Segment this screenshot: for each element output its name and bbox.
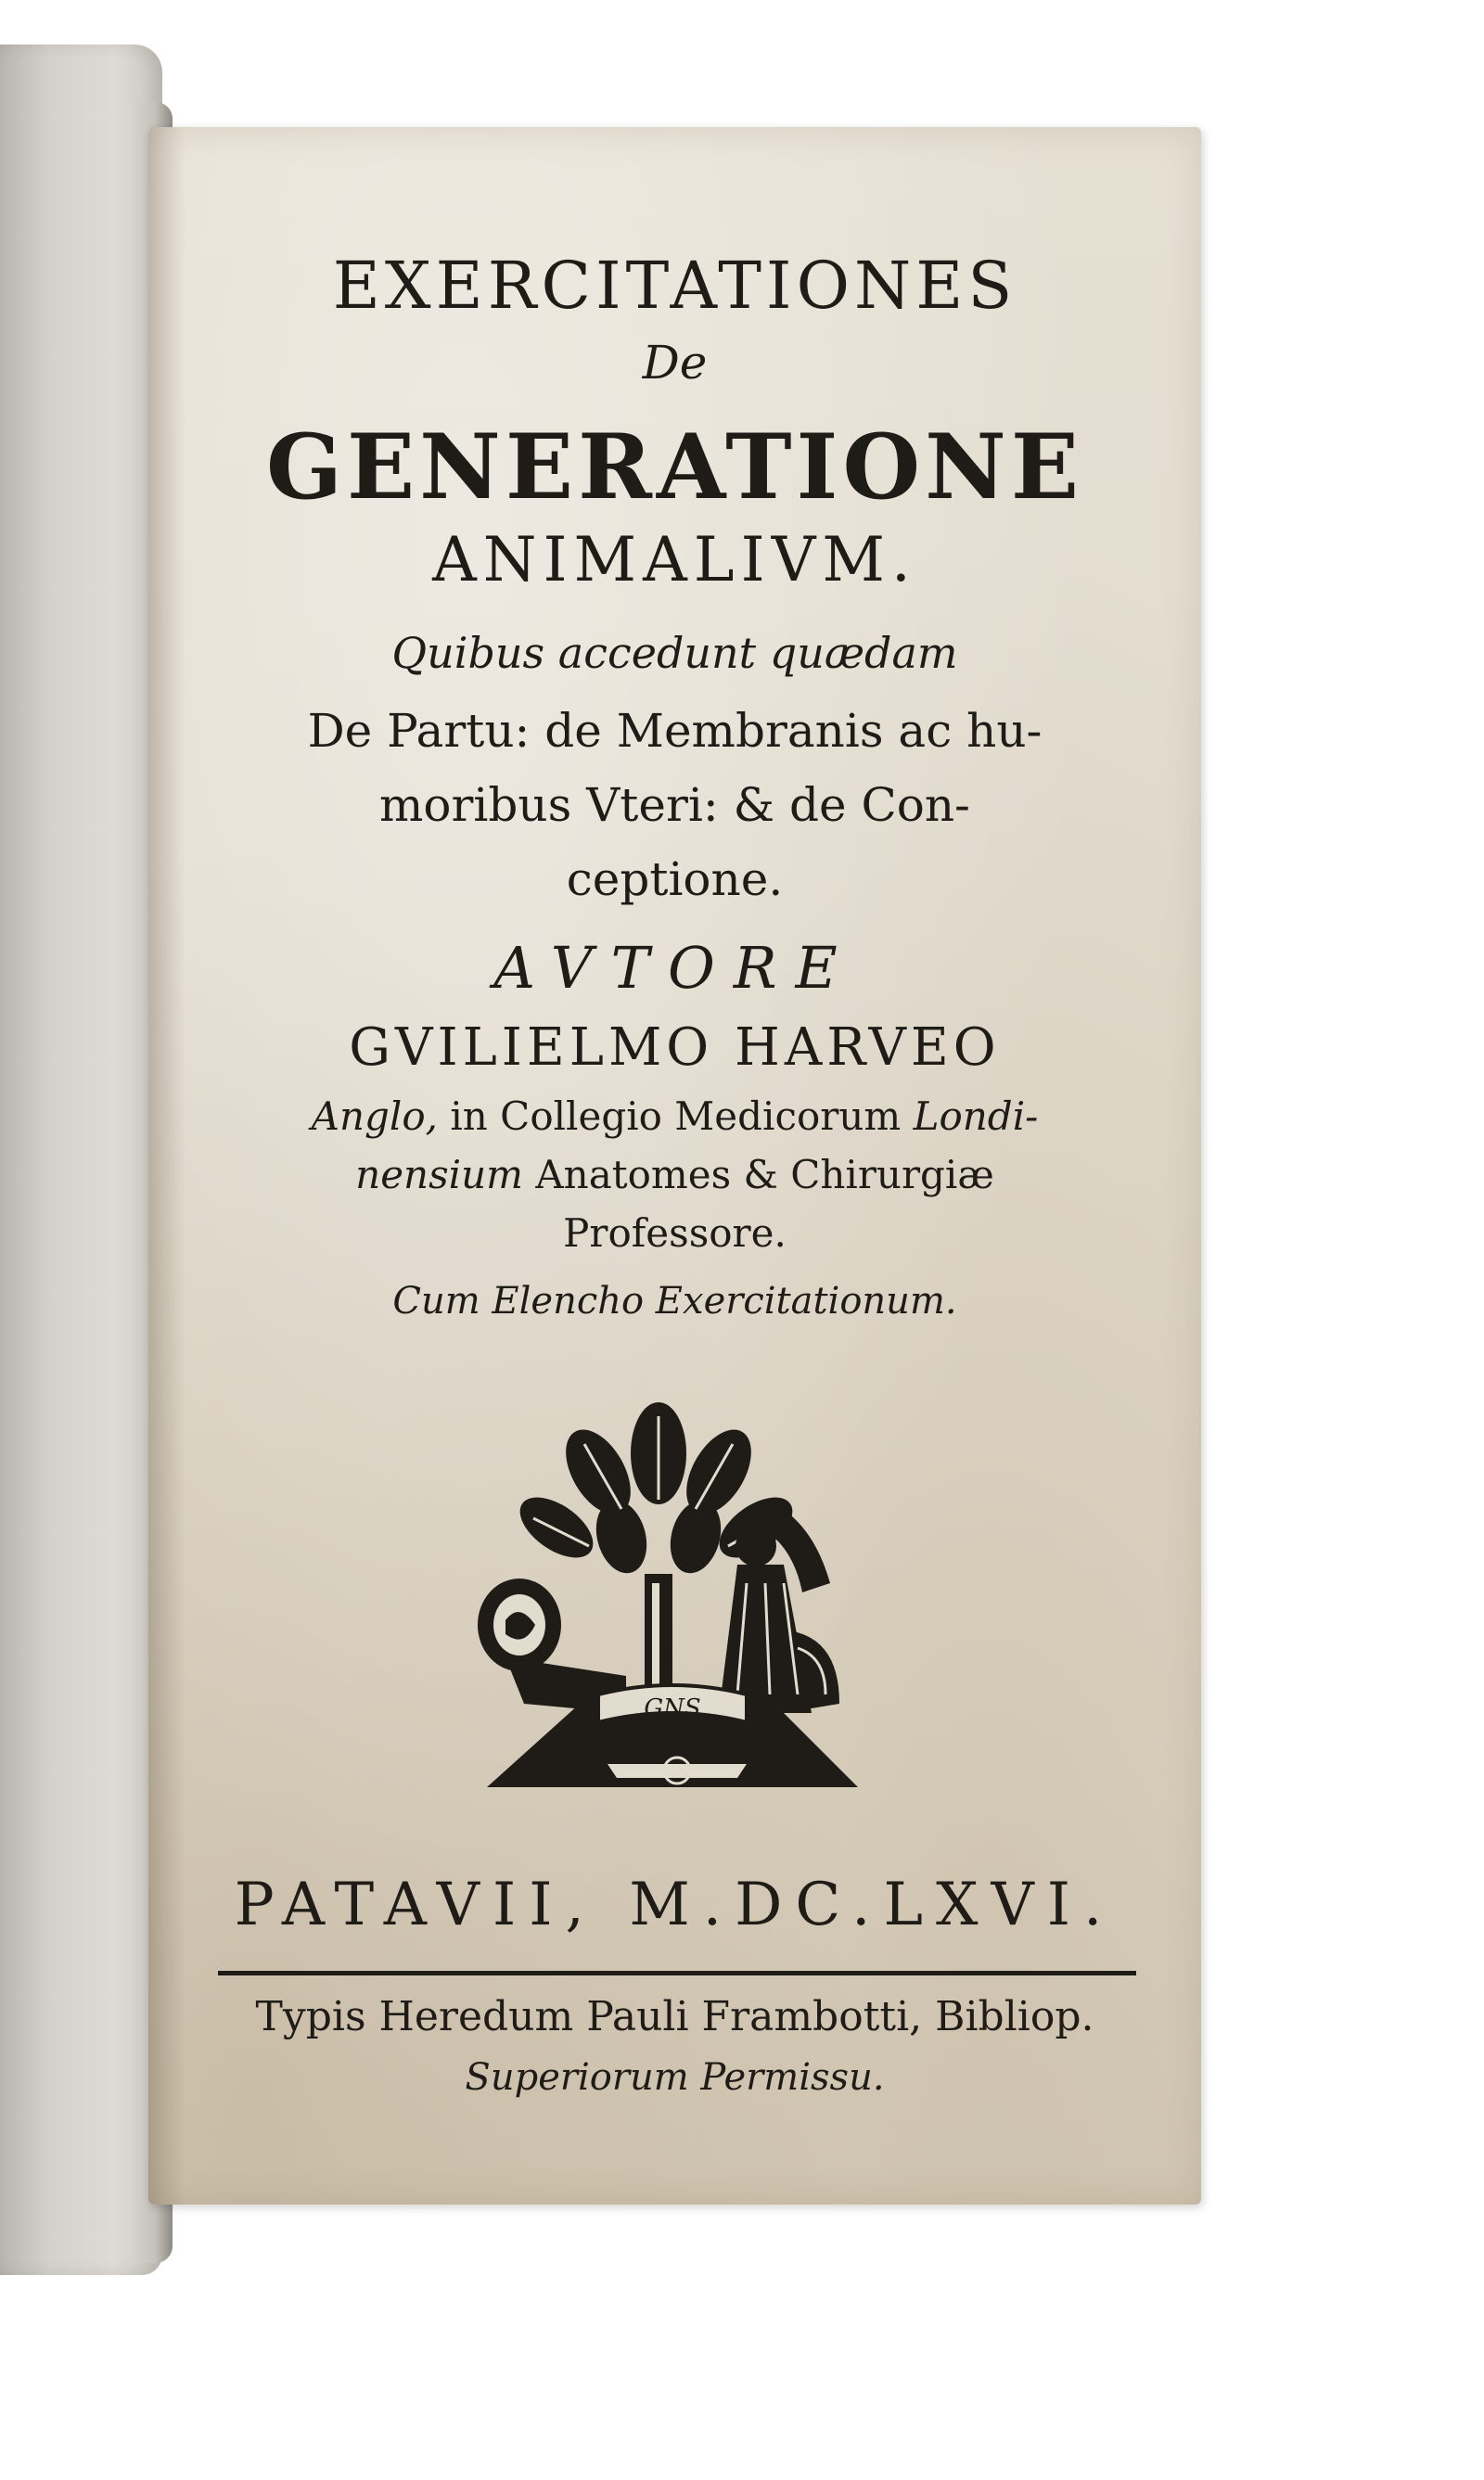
author-affiliation-line-1 xyxy=(148,1093,1201,1139)
imprint-place-date: PATAVII, M.DC.LXVI. xyxy=(234,1871,1116,1939)
imprint-rule xyxy=(218,1971,1136,1975)
title-line-de: De xyxy=(642,336,708,390)
nensium-rest: Anatomes & Chirurgiæ xyxy=(522,1152,994,1197)
anglo-rest: in Collegio Medicorum xyxy=(438,1093,914,1139)
subtitle-line-quibus: Quibus accedunt quædam xyxy=(391,628,958,678)
anglo-italic: Anglo, xyxy=(311,1093,438,1139)
author-affiliation-line-2 xyxy=(148,1152,1201,1197)
autore-label: AVTORE xyxy=(493,934,856,1002)
title-page xyxy=(148,127,1201,2205)
subtitle-line-de-partu: De Partu: de Membranis ac hu- xyxy=(307,704,1043,758)
printer-woodcut-mark xyxy=(468,1398,876,1796)
title-line-exercitationes: EXERCITATIONES xyxy=(332,248,1017,324)
author-name: GVILIELMO HARVEO xyxy=(349,1017,1001,1078)
title-line-generatione: GENERATIONE xyxy=(266,415,1083,519)
imprint-permission: Superiorum Permissu. xyxy=(465,2056,885,2099)
title-line-animalium: ANIMALIVM. xyxy=(432,524,917,595)
subtitle-line-ceptione: ceptione. xyxy=(566,852,784,906)
elencho-line: Cum Elencho Exercitationum. xyxy=(392,1280,957,1323)
author-affiliation-line-3: Professore. xyxy=(563,1210,787,1256)
nensium-italic: nensium xyxy=(355,1152,523,1197)
londi-italic: Londi- xyxy=(913,1093,1039,1139)
subtitle-line-moribus: moribus Vteri: & de Con- xyxy=(379,778,970,832)
mark-ribbon-label: GNS xyxy=(644,1694,701,1722)
imprint-printer: Typis Heredum Pauli Frambotti, Bibliop. xyxy=(255,1993,1094,2040)
